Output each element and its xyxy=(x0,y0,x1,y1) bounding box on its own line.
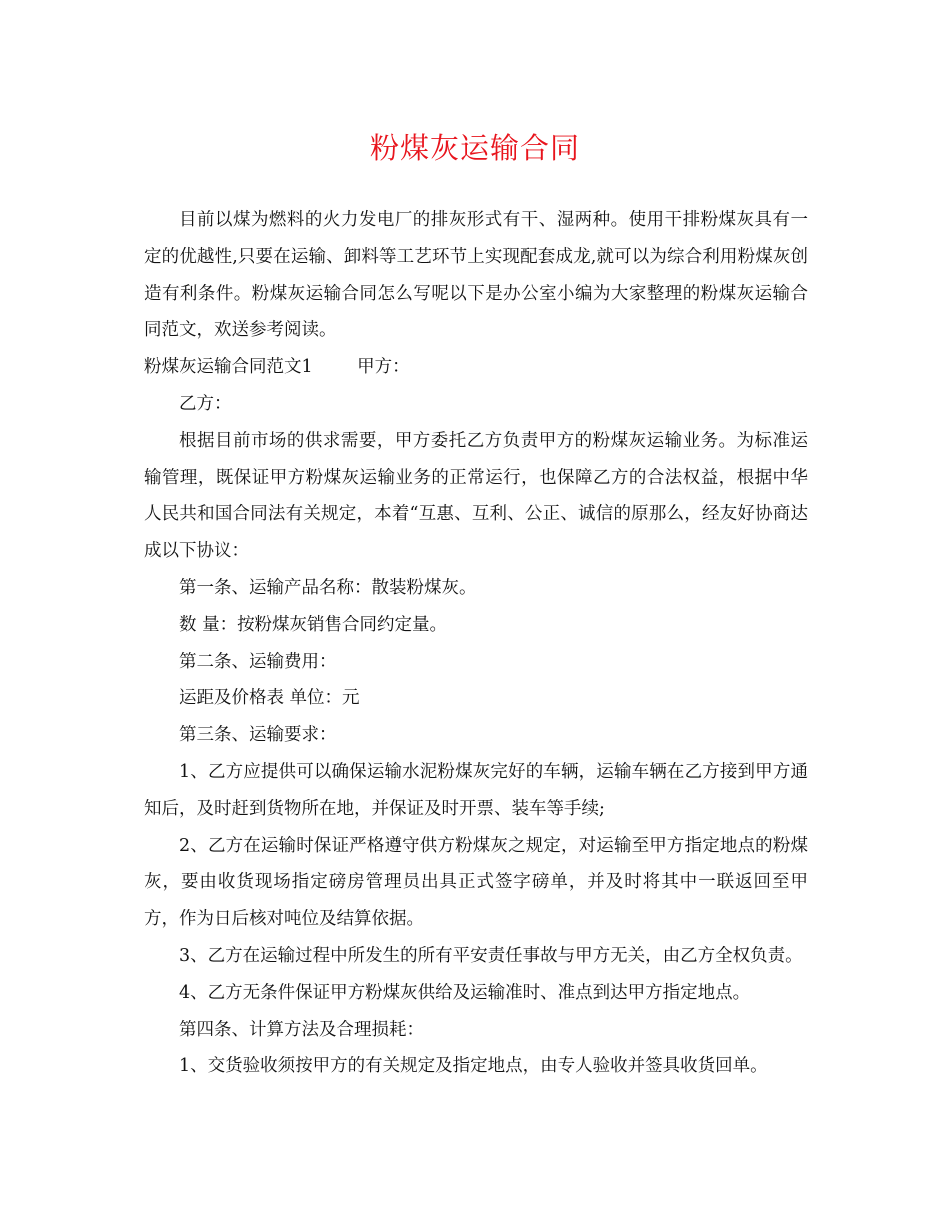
article-4: 第四条、计算方法及合理损耗： xyxy=(179,1019,424,1040)
article-2: 第二条、运输费用： xyxy=(179,651,337,672)
article-3-clause-2: 2、乙方在运输时保证严格遵守供方粉煤灰之规定，对运输至甲方指定地点的粉煤灰，要由收货现场指定磅房管理员出具正式签字磅单，并及时将其中一联返回至甲方，作为日后核对吨位及结算依据。 xyxy=(144,835,808,930)
article-3-clause-4: 4、乙方无条件保证甲方粉煤灰供给及运输准时、准点到达甲方指定地点。 xyxy=(179,982,751,1003)
preamble-paragraph: 根据目前市场的供求需要，甲方委托乙方负责甲方的粉煤灰运输业务。为标准运输管理，既保证甲方粉煤灰运输业务的正常运行，也保障乙方的合法权益，根据中华人民共和国合同法有关规定，本着“互惠、互利、公正、诚信的原那么，经友好协商达成以下协议： xyxy=(144,430,808,562)
article-1-quantity: 数 量：按粉煤灰销售合同约定量。 xyxy=(179,614,448,635)
article-3-clause-3: 3、乙方在运输过程中所发生的所有平安责任事故与甲方无关，由乙方全权负责。 xyxy=(179,945,803,966)
intro-paragraph: 目前以煤为燃料的火力发电厂的排灰形式有干、湿两种。使用干排粉煤灰具有一定的优越性,只要在运输、卸料等工艺环节上实现配套成龙,就可以为综合利用粉煤灰创造有利条件。粉煤灰运输合同怎么写呢以下是办公室小编为大家整理的粉煤灰运输合同范文，欢送参考阅读。 xyxy=(144,210,808,341)
sample-heading: 粉煤灰运输合同范文1 甲方： xyxy=(144,357,410,378)
article-3: 第三条、运输要求： xyxy=(179,725,337,746)
page-title: 粉煤灰运输合同 xyxy=(369,131,580,165)
article-4-clause-1: 1、交货验收须按甲方的有关规定及指定地点，由专人验收并签具收货回单。 xyxy=(179,1056,768,1077)
article-2-price-table: 运距及价格表 单位：元 xyxy=(179,688,360,709)
document-body xyxy=(144,202,808,1085)
party-b-line: 乙方： xyxy=(179,393,232,414)
article-1: 第一条、运输产品名称：散装粉煤灰。 xyxy=(179,577,477,598)
article-3-clause-1: 1、乙方应提供可以确保运输水泥粉煤灰完好的车辆，运输车辆在乙方接到甲方通知后，及时赶到货物所在地，并保证及时开票、装车等手续; xyxy=(144,761,808,819)
